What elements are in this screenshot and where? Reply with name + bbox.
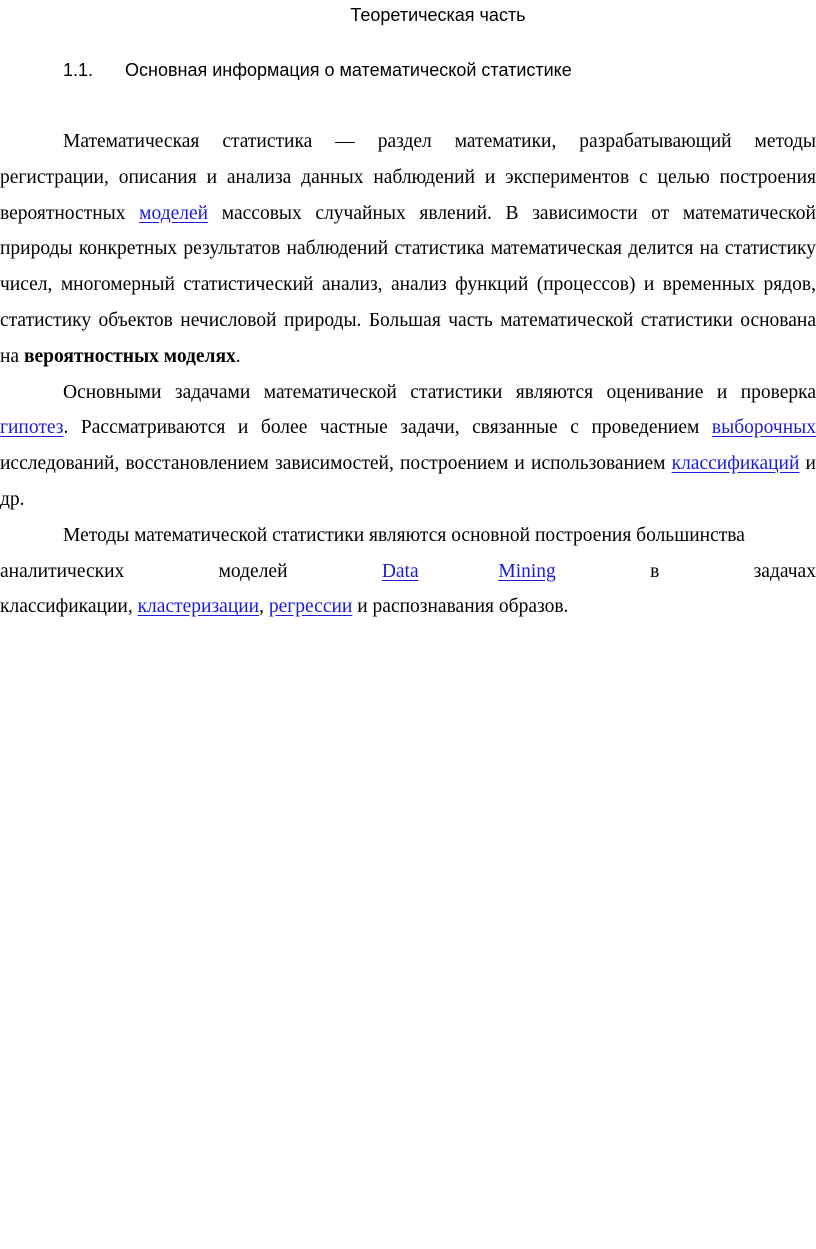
paragraph-tasks — [0, 375, 816, 518]
paragraph-text: исследований, восстановлением зависимостей, построением и использованием — [0, 453, 672, 475]
bold-phrase: вероятностных моделях — [23, 345, 236, 367]
section-heading-text: Основная информация о математической статистике — [125, 60, 572, 80]
paragraph-methods — [0, 518, 816, 554]
paragraph-text: Методы математической статистики являются основной построения большинства — [63, 524, 745, 546]
word-tasks: задачах — [753, 560, 816, 582]
link-regression[interactable]: регрессии — [268, 596, 353, 618]
document-body — [0, 124, 816, 625]
page-title: Теоретическая часть — [350, 5, 526, 25]
paragraph-text: Математическая статистика — раздел математики, разрабатывающий методы регистрации, описания и анализа данных наблюдений и экспериментов с целью построения вероятностных — [0, 131, 816, 224]
paragraph-text: массовых случайных явлений. В зависимости от математической природы конкретных результатов наблюдений статистика математическая делится на статистику чисел, многомерный статистический анализ, анализ функций (процессов) и временных рядов, статистику объектов нечисловой природы. Большая часть математической статистики основана на — [0, 202, 816, 367]
paragraph-methods-line3 — [0, 589, 816, 625]
paragraph-text: . Рассматриваются и более частные задачи, связанные с проведением — [63, 417, 712, 439]
paragraph-text: Основными задачами математической статистики являются оценивание и проверка — [63, 381, 816, 403]
paragraph-text: , — [259, 596, 269, 618]
paragraph-text: . — [235, 345, 241, 367]
paragraph-definition — [0, 124, 816, 375]
link-data-mining[interactable] — [382, 554, 556, 590]
word-in: в — [650, 560, 660, 582]
section-heading — [63, 59, 572, 81]
link-sampling[interactable]: выборочных — [711, 417, 816, 439]
link-clustering[interactable]: кластеризации — [137, 596, 260, 618]
link-mining[interactable]: Mining — [498, 560, 556, 582]
paragraph-text: классификации, — [0, 596, 138, 618]
link-models[interactable]: моделей — [139, 202, 209, 224]
paragraph-text: и распознавания образов. — [352, 596, 569, 618]
word-analytic: аналитических — [0, 560, 125, 582]
section-number: 1.1. — [63, 60, 94, 80]
link-classifications[interactable]: классификаций — [671, 453, 800, 475]
link-data[interactable]: Data — [381, 560, 419, 582]
paragraph-methods-line2 — [0, 554, 816, 590]
paragraph-text: и др. — [0, 453, 816, 510]
link-hypotheses[interactable]: гипотез — [0, 417, 64, 439]
word-models: моделей — [218, 560, 288, 582]
